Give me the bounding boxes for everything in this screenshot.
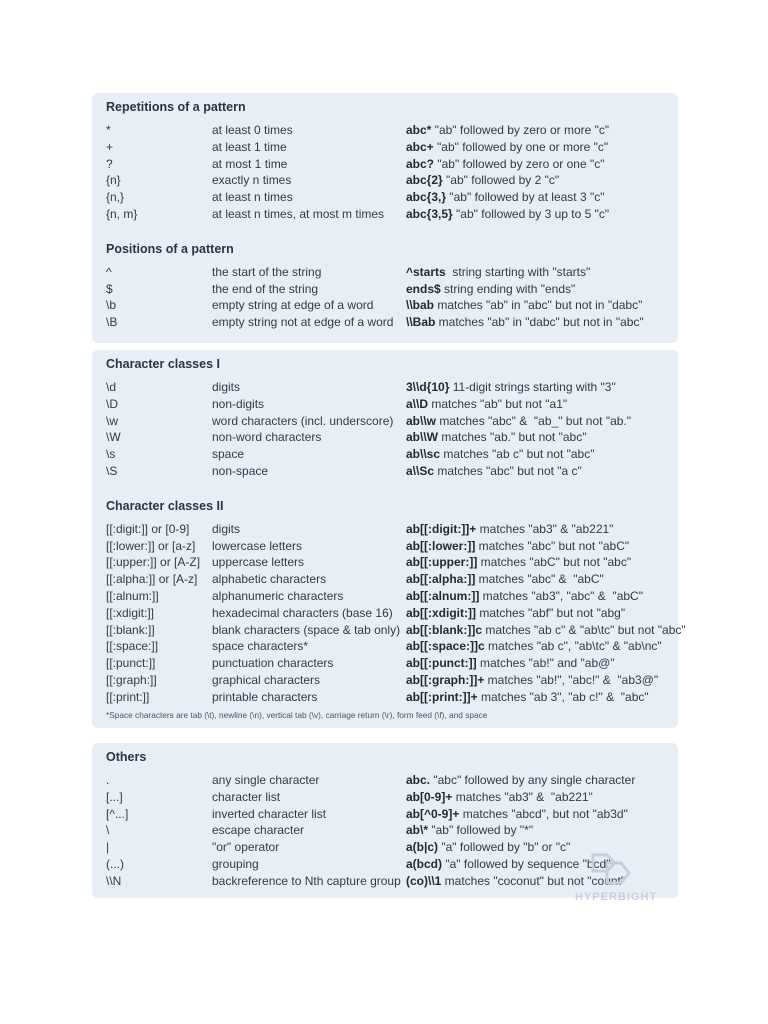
table-row (106, 139, 664, 156)
example-code: ab[[:space:]]c (406, 639, 485, 654)
pattern-example (406, 554, 631, 571)
example-text: matches "coconut" but not "count" (441, 873, 626, 888)
table-row (106, 772, 664, 789)
pattern-symbol: [^...] (106, 806, 129, 821)
table-row (106, 122, 664, 139)
table-row (106, 521, 664, 538)
hyperbight-logo-icon (585, 849, 635, 889)
pattern-description: exactly n times (212, 173, 292, 188)
example-code: abc{3,} (406, 190, 447, 205)
rows-classes1 (106, 379, 664, 480)
pattern-symbol: [[:space:]] (106, 639, 159, 654)
example-text: matches "ab3" & "ab221" (476, 521, 614, 536)
pattern-description: inverted character list (212, 806, 327, 821)
example-code: ab[[:punct:]] (406, 656, 477, 671)
pattern-example (406, 281, 575, 298)
table-row (106, 655, 664, 672)
example-text: matches "ab 3", "ab c!" & "abc" (477, 689, 649, 704)
watermark-text: HYPERBIGHT (575, 891, 658, 903)
table-row (106, 206, 664, 223)
table-row (106, 463, 664, 480)
pattern-example (406, 622, 686, 639)
pattern-description: blank characters (space & tab only) (212, 622, 401, 637)
pattern-example (406, 379, 616, 396)
table-row (106, 588, 664, 605)
table-row (106, 446, 664, 463)
pattern-example (406, 122, 609, 139)
pattern-description: "or" operator (212, 840, 280, 855)
pattern-example (406, 396, 567, 413)
example-code: ends$ (406, 281, 441, 296)
pattern-description: at least 1 time (212, 139, 287, 154)
pattern-symbol: \s (106, 447, 116, 462)
example-code: ab\\sc (406, 447, 441, 462)
example-code: ab[[:graph:]]+ (406, 672, 485, 687)
table-row (106, 554, 664, 571)
pattern-symbol: [[:graph:]] (106, 672, 157, 687)
example-text: matches "ab c" but not "abc" (440, 447, 595, 462)
example-text: "abc" followed by any single character (430, 773, 636, 787)
panel-character-classes (92, 350, 686, 728)
pattern-description: digits (212, 521, 241, 536)
pattern-symbol: \B (106, 315, 118, 330)
pattern-example (406, 264, 590, 281)
example-text: string ending with "ends" (440, 281, 576, 296)
pattern-description: space characters* (212, 639, 309, 654)
example-text: string starting with "starts" (445, 264, 591, 279)
pattern-symbol: * (106, 123, 111, 137)
pattern-example (406, 638, 662, 655)
example-code: ab[^0-9]+ (406, 806, 460, 821)
rows-positions (106, 264, 664, 331)
example-code: ab\\W (406, 430, 438, 445)
rows-classes2 (106, 521, 686, 706)
pattern-example (406, 588, 643, 605)
example-code: abc{2} (406, 173, 443, 188)
example-text: matches "abc" but not "a c" (434, 463, 582, 478)
table-row (106, 413, 664, 430)
pattern-description: empty string at edge of a word (212, 298, 374, 313)
example-code: ab[[:alnum:]] (406, 588, 480, 603)
pattern-example (406, 789, 593, 806)
example-code: ab[[:print:]]+ (406, 689, 478, 704)
pattern-example (406, 206, 609, 223)
pattern-description: at least n times (212, 190, 293, 205)
pattern-description: at least n times, at most m times (212, 206, 385, 221)
pattern-example (406, 139, 608, 156)
pattern-example (406, 463, 582, 480)
table-row (106, 396, 664, 413)
pattern-symbol: ^ (106, 264, 112, 279)
example-code: \\bab (406, 298, 435, 313)
pattern-example (406, 772, 635, 789)
table-row (106, 822, 664, 839)
example-code: (co)\\1 (406, 873, 442, 888)
pattern-description: empty string not at edge of a word (212, 315, 394, 330)
example-text: "a" followed by "b" or "c" (438, 840, 571, 855)
pattern-description: character list (212, 789, 281, 804)
pattern-example (406, 314, 644, 331)
pattern-symbol: [[:punct:]] (106, 656, 156, 671)
example-text: "ab" followed by one or more "c" (433, 139, 609, 154)
section-title-positions: Positions of a pattern (106, 241, 234, 256)
example-code: ab[[:blank:]]c (406, 622, 482, 637)
pattern-description: at most 1 time (212, 156, 288, 171)
example-code: \\Bab (406, 315, 436, 330)
example-text: "ab" followed by at least 3 "c" (446, 190, 605, 205)
section-title-classes2: Character classes II (106, 498, 224, 513)
example-text: "ab" followed by zero or one "c" (434, 156, 605, 171)
example-text: "a" followed by sequence "bcd" (442, 856, 611, 871)
example-text: "ab" followed by 3 up to 5 "c" (452, 206, 610, 221)
pattern-symbol: \d (106, 380, 117, 394)
pattern-symbol: \ (106, 823, 110, 838)
table-row (106, 538, 664, 555)
table-row (106, 806, 664, 823)
pattern-example (406, 571, 604, 588)
example-text: matches "ab c", "ab\tc" & "ab\nc" (484, 639, 662, 654)
pattern-symbol: \\N (106, 873, 122, 888)
example-text: matches "abc" & "abC" (475, 572, 604, 587)
section-title-others: Others (106, 750, 147, 764)
pattern-symbol: (...) (106, 856, 124, 871)
pattern-example (406, 521, 613, 538)
example-text: matches "ab" in "dabc" but not in "abc" (435, 315, 644, 330)
example-code: abc{3,5} (406, 206, 453, 221)
example-text: matches "ab!", "abc!" & "ab3@" (484, 672, 659, 687)
example-code: 3\\d{10} (406, 380, 450, 394)
example-code: ^starts (406, 264, 446, 279)
pattern-example (406, 156, 604, 173)
pattern-description: graphical characters (212, 672, 321, 687)
table-row (106, 571, 664, 588)
pattern-example (406, 655, 615, 672)
table-row (106, 638, 664, 655)
example-code: ab[[:alpha:]] (406, 572, 476, 587)
example-code: abc+ (406, 139, 434, 154)
pattern-symbol: [[:alpha:]] or [A-z] (106, 572, 198, 587)
example-code: ab[[:digit:]]+ (406, 521, 477, 536)
pattern-symbol: \S (106, 463, 118, 478)
pattern-description: non-word characters (212, 430, 322, 445)
pattern-example (406, 189, 605, 206)
example-text: matches "abc" & "ab_" but not "ab." (436, 413, 632, 428)
pattern-description: uppercase letters (212, 555, 305, 570)
pattern-description: digits (212, 380, 241, 394)
pattern-description: printable characters (212, 689, 318, 704)
pattern-example (406, 413, 631, 430)
example-text: matches "ab3", "abc" & "abC" (479, 588, 643, 603)
pattern-description: the end of the string (212, 281, 319, 296)
pattern-description: at least 0 times (212, 123, 293, 137)
table-row (106, 156, 664, 173)
example-code: ab\\w (406, 413, 437, 428)
pattern-description: the start of the string (212, 264, 322, 279)
pattern-symbol: [[:xdigit:]] (106, 605, 155, 620)
example-text: "ab" followed by "*" (428, 823, 534, 838)
pattern-symbol: [...] (106, 789, 123, 804)
pattern-example (406, 605, 625, 622)
pattern-example (406, 806, 628, 823)
example-text: matches "ab3" & "ab221" (452, 789, 593, 804)
table-row (106, 689, 664, 706)
section-title-repetitions: Repetitions of a pattern (106, 100, 246, 114)
example-code: a(b|c) (406, 840, 439, 855)
pattern-description: any single character (212, 773, 320, 787)
example-code: abc? (406, 156, 435, 171)
pattern-symbol: \W (106, 430, 121, 445)
pattern-example (406, 689, 649, 706)
example-text: matches "abc" but not "abC" (475, 538, 630, 553)
example-text: matches "ab" but not "a1" (428, 396, 568, 411)
example-code: ab[0-9]+ (406, 789, 453, 804)
pattern-symbol: [[:upper:]] or [A-Z] (106, 555, 201, 570)
table-row (106, 172, 664, 189)
pattern-example (406, 429, 586, 446)
pattern-symbol: | (106, 840, 110, 855)
example-text: matches "ab!" and "ab@" (476, 656, 615, 671)
pattern-symbol: {n,} (106, 190, 125, 205)
table-row (106, 672, 664, 689)
table-row (106, 264, 664, 281)
example-code: abc. (406, 773, 431, 787)
table-row (106, 314, 664, 331)
pattern-symbol: \b (106, 298, 117, 313)
table-row (106, 379, 664, 396)
pattern-symbol: [[:digit:]] or [0-9] (106, 521, 190, 536)
table-row (106, 189, 664, 206)
pattern-example (406, 538, 629, 555)
rows-repetitions (106, 122, 664, 223)
example-code: a\\D (406, 396, 429, 411)
panel-repetitions-positions (92, 93, 678, 343)
pattern-symbol: + (106, 139, 114, 154)
example-text: matches "ab" in "abc" but not in "dabc" (434, 298, 643, 313)
example-code: a\\Sc (406, 463, 435, 478)
example-code: ab[[:lower:]] (406, 538, 476, 553)
pattern-description: punctuation characters (212, 656, 334, 671)
pattern-description: non-space (212, 463, 269, 478)
example-text: matches "ab c" & "ab\tc" but not "abc" (482, 622, 686, 637)
pattern-description: grouping (212, 856, 259, 871)
pattern-symbol: \w (106, 413, 118, 428)
example-code: abc* (406, 123, 432, 137)
table-row (106, 281, 664, 298)
pattern-example (406, 839, 570, 856)
pattern-symbol: $ (106, 281, 113, 296)
section-title-classes1: Character classes I (106, 357, 220, 371)
pattern-symbol: ? (106, 156, 113, 171)
example-text: 11-digit strings starting with "3" (449, 380, 616, 394)
example-code: ab[[:upper:]] (406, 555, 478, 570)
example-text: "ab" followed by 2 "c" (442, 173, 560, 188)
pattern-example (406, 822, 533, 839)
pattern-example (406, 172, 559, 189)
example-text: matches "abcd", but not "ab3d" (459, 806, 628, 821)
example-text: "ab" followed by zero or more "c" (431, 123, 610, 137)
pattern-symbol: {n} (106, 173, 121, 188)
example-text: matches "abC" but not "abc" (477, 555, 632, 570)
table-row (106, 297, 664, 314)
footnote-space-characters: *Space characters are tab (\t), newline (\n), vertical tab (\v), carriage return (\r), form feed (\f), and space (106, 709, 488, 720)
pattern-description: alphanumeric characters (212, 588, 344, 603)
pattern-symbol: {n, m} (106, 206, 138, 221)
pattern-symbol: . (106, 773, 110, 787)
pattern-description: word characters (incl. underscore) (212, 413, 394, 428)
example-text: matches "abf" but not "abg" (475, 605, 626, 620)
pattern-example (406, 672, 658, 689)
pattern-description: space (212, 447, 245, 462)
example-code: ab\* (406, 823, 429, 838)
pattern-description: hexadecimal characters (base 16) (212, 605, 393, 620)
pattern-description: non-digits (212, 396, 265, 411)
pattern-example (406, 446, 594, 463)
pattern-description: escape character (212, 823, 305, 838)
pattern-symbol: \D (106, 396, 118, 411)
pattern-description: alphabetic characters (212, 572, 327, 587)
example-text: matches "ab." but not "abc" (438, 430, 587, 445)
pattern-symbol: [[:alnum:]] (106, 588, 159, 603)
example-code: ab[[:xdigit:]] (406, 605, 476, 620)
pattern-description: backreference to Nth capture group (212, 873, 401, 888)
table-row (106, 605, 664, 622)
pattern-symbol: [[:blank:]] (106, 622, 155, 637)
table-row (106, 622, 686, 639)
pattern-symbol: [[:print:]] (106, 689, 150, 704)
example-code: a(bcd) (406, 856, 442, 871)
pattern-description: lowercase letters (212, 538, 303, 553)
table-row (106, 789, 664, 806)
pattern-example (406, 297, 642, 314)
watermark (575, 849, 680, 903)
table-row (106, 429, 664, 446)
pattern-symbol: [[:lower:]] or [a-z] (106, 538, 196, 553)
